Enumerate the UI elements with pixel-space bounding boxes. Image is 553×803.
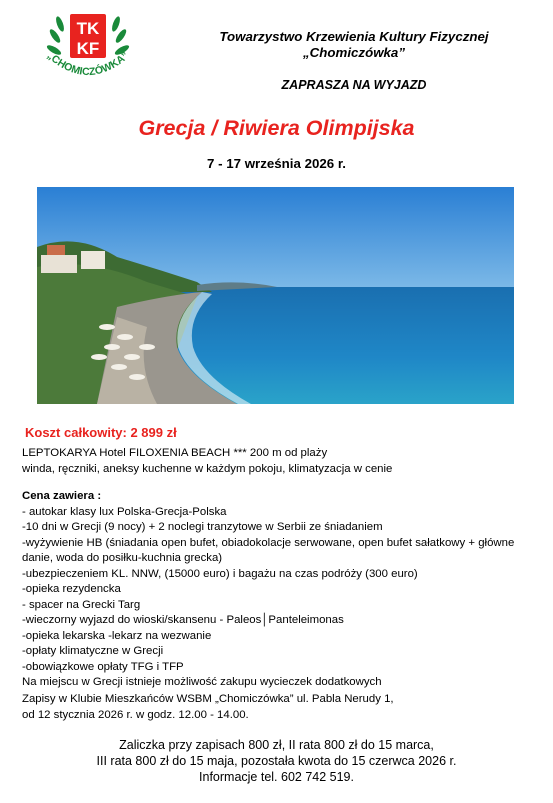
hotel-line-2: winda, ręczniki, aneksy kuchenne w każdym pokoju, klimatyzacja w cenie (22, 462, 393, 475)
list-item: -wyżywienie HB (śniadania open bufet, obiadokolacje serwowane, open bufet sałatkowy + główne danie, woda do posiłku-kuchnia grecka) (22, 536, 515, 564)
payment-line-2: III rata 800 zł do 15 maja, pozostała kwota do 15 czerwca 2026 r. (96, 754, 457, 768)
signup-line-2: od 12 stycznia 2026 r. w godz. 12.00 - 14.00. (22, 708, 249, 721)
trip-title: Grecja / Riwiera Olimpijska (138, 116, 415, 140)
laurel-right-icon (110, 15, 130, 56)
list-item: -obowiązkowe opłaty TFG i TFP (22, 660, 184, 673)
signup-info (22, 692, 527, 723)
tkkf-logo (36, 10, 142, 86)
includes-heading: Cena zawiera : (22, 490, 102, 502)
laurel-left-icon (46, 15, 66, 56)
beach-photo (37, 187, 514, 404)
list-item: - autokar klasy lux Polska-Grecja-Polska (22, 505, 227, 518)
invite-heading: ZAPRASZA NA WYJAZD (281, 78, 427, 92)
organization-line-1: Towarzystwo Krzewienia Kultury Fizycznej (219, 29, 489, 44)
signup-line-1: Zapisy w Klubie Mieszkańców WSBM „Chomiczówka” ul. Pabla Nerudy 1, (22, 693, 394, 705)
hotel-info (22, 446, 527, 477)
organization-name (186, 29, 522, 61)
list-item: -opieka rezydencka (22, 583, 121, 595)
list-item: -opieka lekarska -lekarz na wezwanie (22, 629, 212, 642)
list-item: -wieczorny wyjazd do wioski/skansenu - Paleos│Panteleimonas (22, 614, 344, 626)
list-item: - spacer na Grecki Targ (22, 598, 141, 611)
payment-info (0, 737, 553, 785)
payment-line-3: Informacje tel. 602 742 519. (199, 770, 354, 784)
svg-text:„CHOMICZÓWKA”: „CHOMICZÓWKA” (44, 49, 132, 79)
list-item: -ubezpieczeniem KL. NNW, (15000 euro) i bagażu na czas podróży (300 euro) (22, 567, 418, 580)
list-item: -opłaty klimatyczne w Grecji (22, 645, 164, 657)
svg-text:KF: KF (76, 39, 100, 58)
svg-text:TK: TK (76, 19, 100, 38)
price-includes (22, 489, 527, 691)
hotel-line-1: LEPTOKARYA Hotel FILOXENIA BEACH *** 200 m od plaży (22, 447, 328, 459)
total-cost: Koszt całkowity: 2 899 zł (25, 425, 177, 440)
trip-dates: 7 - 17 września 2026 r. (207, 156, 346, 171)
list-item: Na miejscu w Grecji istnieje możliwość zakupu wycieczek dodatkowych (22, 676, 382, 688)
payment-line-1: Zaliczka przy zapisach 800 zł, II rata 800 zł do 15 marca, (119, 738, 434, 752)
list-item: -10 dni w Grecji (9 nocy) + 2 noclegi tranzytowe w Serbii ze śniadaniem (22, 521, 383, 533)
organization-line-2: „Chomiczówka” (303, 45, 405, 60)
